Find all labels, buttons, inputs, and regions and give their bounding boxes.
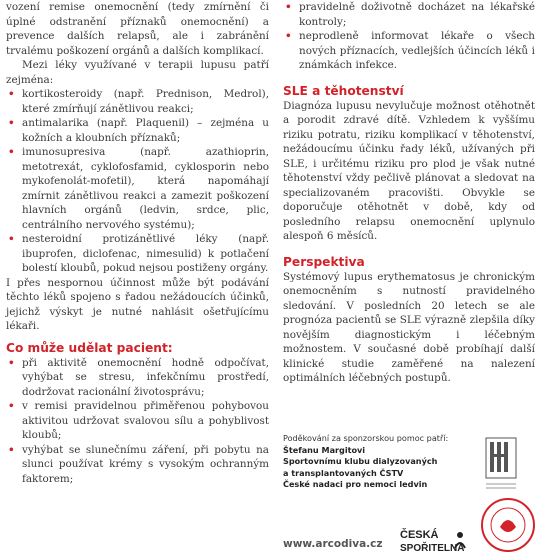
bullet-icon: • — [8, 233, 15, 245]
list-item: • vyhýbat se slunečnímu záření, při pobytu na slunci používat krémy s vysokým ochranným faktorem; — [8, 443, 269, 485]
ceska-sporitelna-logo-icon — [398, 526, 468, 556]
bullet-icon: • — [8, 356, 15, 369]
bank-name-line2: SPOŘITELNA — [400, 543, 465, 554]
website-link[interactable]: www.arcodiva.cz — [283, 538, 383, 550]
bullet-icon: • — [8, 88, 15, 100]
foundation-seal-icon — [480, 497, 536, 553]
list-item: • nesteroidní protizánětlivé léky (např. ibuprofen, diclofenac, nimesulid) k potlačení bolestí kloubů, pokud nejsou postiženy orgány. — [8, 233, 269, 274]
list-item: • neprodleně informovat lékaře o všech nových příznacích, vedlejších účincích léků i známkách infekce. — [285, 30, 535, 71]
left-column — [6, 0, 269, 486]
ack-sponsor: a transplantovaných ČSTV — [283, 467, 404, 478]
drugs-intro: Mezi léky využívané v terapii lupusu patří zejména: — [6, 59, 269, 86]
bullet-icon: • — [8, 117, 15, 129]
bank-name-line1: ČESKÁ — [400, 529, 439, 541]
intro-paragraph: vození remise onemocnění (tedy zmírnění či úplné odstranění příznaků onemocnění) a prevence dalších relapsů, ale i zabránění trvalému poškození orgánů a dalších komplikací. — [6, 1, 269, 57]
ceska-sporitelna-logo — [398, 526, 468, 556]
list-item: • antimalarika (např. Plaquenil) – zejména u kožních a kloubních příznaků; — [8, 117, 269, 144]
ack-sponsor: Štefanu Margitovi — [283, 444, 366, 455]
list-item: • v remisi pravidelnou přiměřenou pohybovou aktivitou udržovat svalovou sílu a pohyblivost kloubů; — [8, 400, 269, 441]
bullet-icon: • — [285, 1, 292, 13]
pregnancy-paragraph: Diagnóza lupusu nevylučuje možnost otěhotnět a porodit zdravé dítě. Vzhledem k vyššímu riziku potratu, riziku komplikací v těhotenství, nežádoucímu účinku řady léků, užívaných při SLE, i určitému riziku pro plod je však nutné těhotenství vždy pečlivě plánovat a sledovat na specializovaném pracovišti. Obvykle se doporučuje otěhotnět v době, kdy od posledního relapsu onemocnění uplynulo alespoň 6 měsíců. — [283, 99, 535, 242]
ack-sponsor: České nadaci pro nemoci ledvin — [283, 479, 428, 490]
patient-list — [6, 356, 269, 487]
patient-list-continued — [283, 0, 535, 73]
list-item: • imunosupresiva (např. azathioprin, metotrexát, cyklofosfamid, cyklosporin nebo mykofenolát-mofetil), která napomáhají zmírnit zánětlivou reakci a zamezit poškození hlavních orgánů (ledvin, srdce, plic, centrálního nervového systému); — [8, 146, 269, 231]
drug-list — [6, 87, 269, 276]
patient-heading: Co může udělat pacient: — [6, 340, 173, 355]
bullet-icon: • — [8, 443, 15, 456]
bullet-icon: • — [8, 400, 15, 412]
list-item: • kortikosteroidy (např. Prednison, Medrol), které zmírňují zánětlivou reakci; — [8, 88, 269, 115]
bullet-icon: • — [285, 30, 292, 42]
perspective-heading: Perspektiva — [283, 254, 365, 269]
ack-sponsor: Sportovnímu klubu dialyzovaných — [283, 456, 438, 467]
perspective-paragraph: Systémový lupus erythematosus je chronickým onemocněním s nutností pravidelného sledování. V posledních 20 letech se ale prognóza pacientů se SLE výrazně zlepšila díky novějším diagnostickým i léčebným možnostem. V současné době probíhají další klinické studie zaměřené na nalezení optimálních léčebných postupů. — [283, 270, 535, 384]
list-item: • při aktivitě onemocnění hodně odpočívat, vyhýbat se stresu, infekčnímu prostředí, dodržovat racionální životosprávu; — [8, 356, 269, 398]
bullet-icon: • — [8, 146, 15, 158]
acknowledgements — [283, 433, 473, 491]
pregnancy-heading: SLE a těhotenství — [283, 83, 404, 98]
ack-intro: Poděkování za sponzorskou pomoc patří: — [283, 433, 449, 443]
side-effects-paragraph: I přes nespornou účinnost může být podávání těchto léků spojeno s řadou nežádoucích účinků, jejichž výskyt je nutné nahlásit ošetřujícímu lékaři. — [6, 276, 269, 332]
hospital-logo-icon — [482, 436, 522, 496]
list-item: • pravidelně doživotně docházet na lékařské kontroly; — [285, 1, 535, 28]
right-column — [283, 0, 535, 386]
